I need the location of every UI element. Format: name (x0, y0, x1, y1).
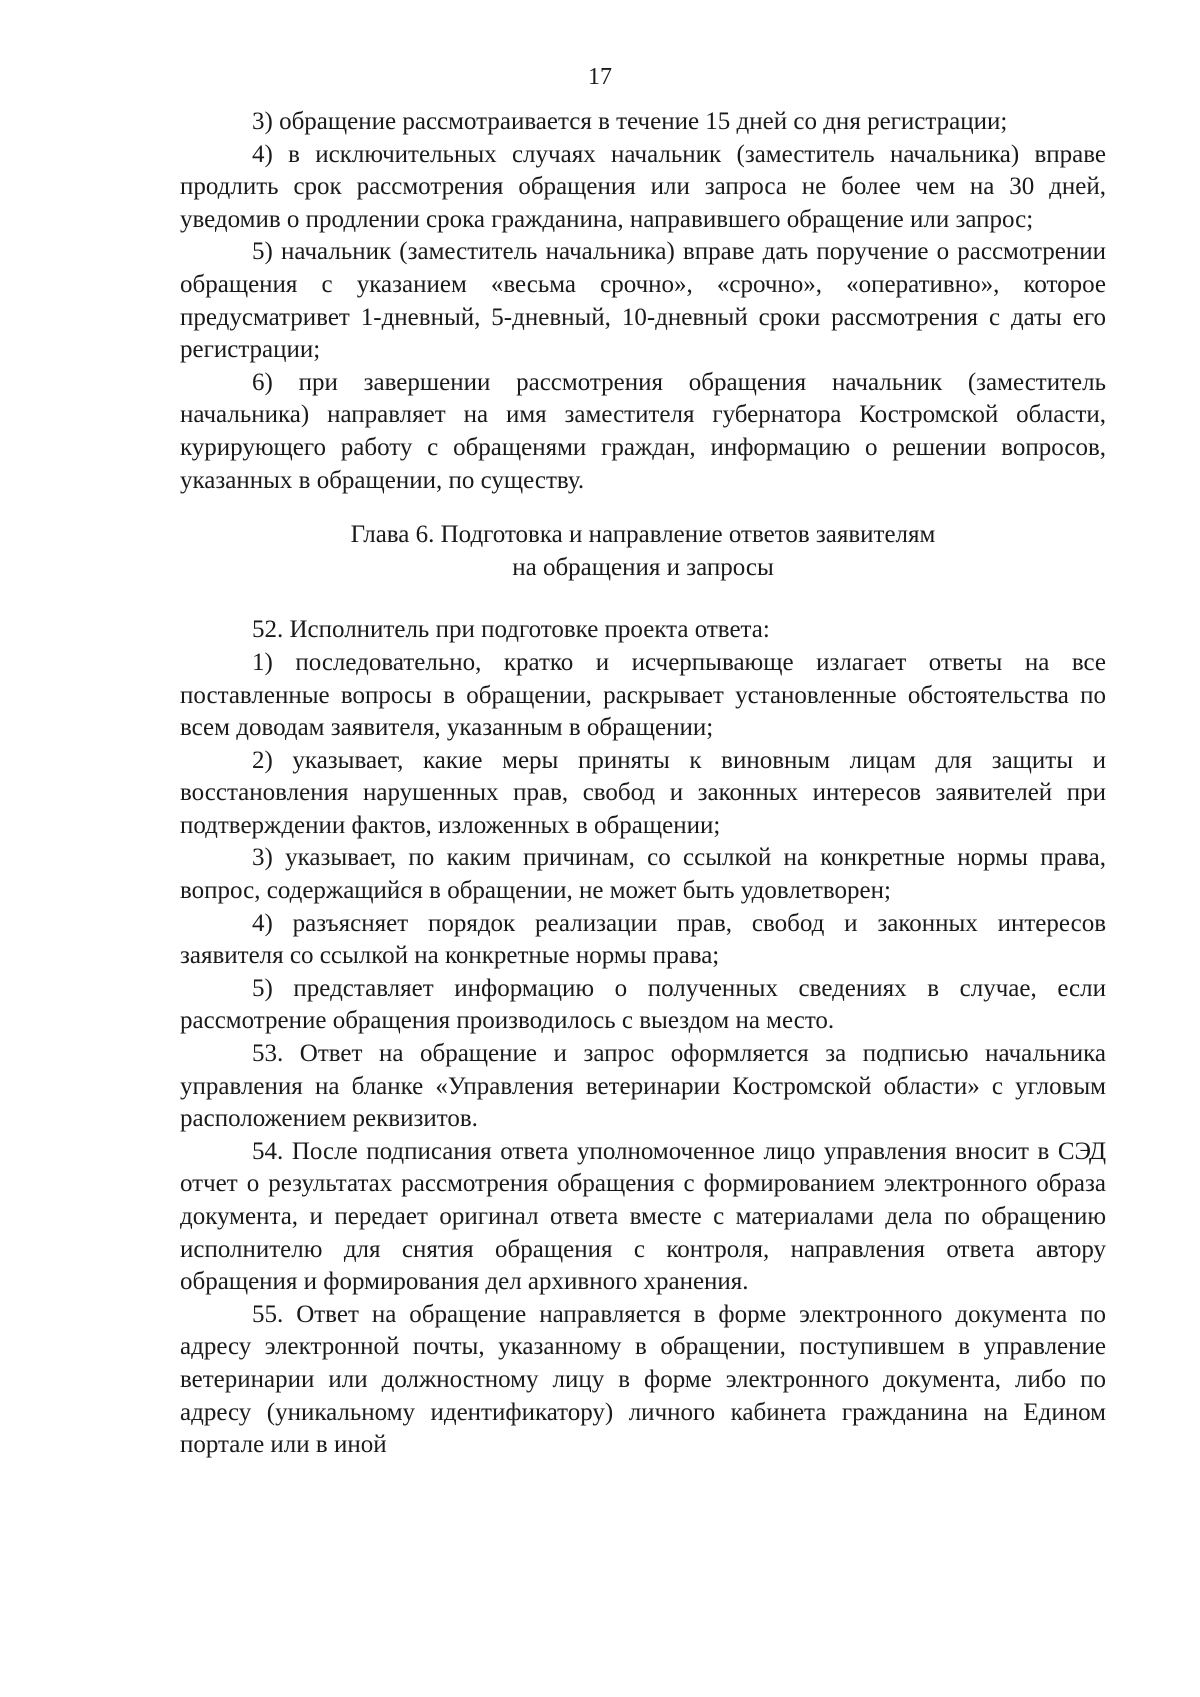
paragraph-item-6: 6) при завершении рассмотрения обращения начальник (заместитель начальника) направляет на имя заместителя губернатора Костромской области, курирующего работу с обращенями граждан, информацию о решении вопросов, указанных в обращении, по существу. (180, 368, 1106, 494)
chapter-subtitle: на обращения и запросы (512, 553, 774, 581)
paragraph-52-item-2: 2) указывает, какие меры приняты к виновным лицам для защиты и восстановления нарушенных прав, свобод и законных интересов заявителей при подтверждении фактов, изложенных в обращении; (180, 746, 1106, 839)
paragraph-item-4: 4) в исключительных случаях начальник (заместитель начальника) вправе продлить срок рассмотрения обращения или запроса не более чем на 30 дней, уведомив о продлении срока гражданина, направившего обращение или запрос; (180, 140, 1106, 233)
paragraph-52-item-4: 4) разъясняет порядок реализации прав, свобод и законных интересов заявителя со ссылкой на конкретные нормы права; (180, 909, 1106, 970)
paragraph-52-item-3: 3) указывает, по каким причинам, со ссылкой на конкретные нормы права, вопрос, содержащийся в обращении, не может быть удовлетворен; (180, 844, 1106, 905)
paragraph-52-item-1: 1) последовательно, кратко и исчерпывающе излагает ответы на все поставленные вопросы в обращении, раскрывает установленные обстоятельства по всем доводам заявителя, указанным в обращении; (180, 648, 1106, 742)
paragraph-53: 53. Ответ на обращение и запрос оформляется за подписью начальника управления на бланке «Управления ветеринарии Костромской области» с угловым расположением реквизитов. (180, 1040, 1106, 1133)
paragraph-item-3: 3) обращение рассмотраивается в течение 15 дней со дня регистрации; (252, 108, 1008, 135)
page-number: 17 (588, 64, 612, 90)
chapter-title: Глава 6. Подготовка и направление ответов заявителям (350, 521, 936, 549)
paragraph-52: 52. Исполнитель при подготовке проекта ответа: (252, 616, 770, 644)
chapter-heading (180, 519, 1106, 584)
paragraph-item-5: 5) начальник (заместитель начальника) вправе дать поручение о рассмотрении обращения с указанием «весьма срочно», «срочно», «оперативно», которое предусматривет 1-дневный, 5-дневный, 10-дневный сроки рассмотрения с даты его регистрации; (180, 238, 1106, 364)
paragraph-52-item-5: 5) представляет информацию о полученных сведениях в случае, если рассмотрение обращения производилось с выездом на место. (180, 974, 1106, 1035)
paragraph-55: 55. Ответ на обращение направляется в форме электронного документа по адресу электронной почты, указанному в обращении, поступившем в управление ветеринарии или должностному лицу в форме электронного документа, либо по адресу (уникальному идентификатору) личного кабинета гражданина на Едином портале или в иной (180, 1300, 1106, 1459)
paragraph-54: 54. После подписания ответа уполномоченное лицо управления вносит в СЭД отчет о результатах рассмотрения обращения с формированием электронного образа документа, и передает оригинал ответа вместе с материалами дела по обращению исполнителю для снятия обращения с контроля, направления ответа автору обращения и формирования дел архивного хранения. (180, 1137, 1106, 1296)
document-body (180, 106, 1106, 1462)
